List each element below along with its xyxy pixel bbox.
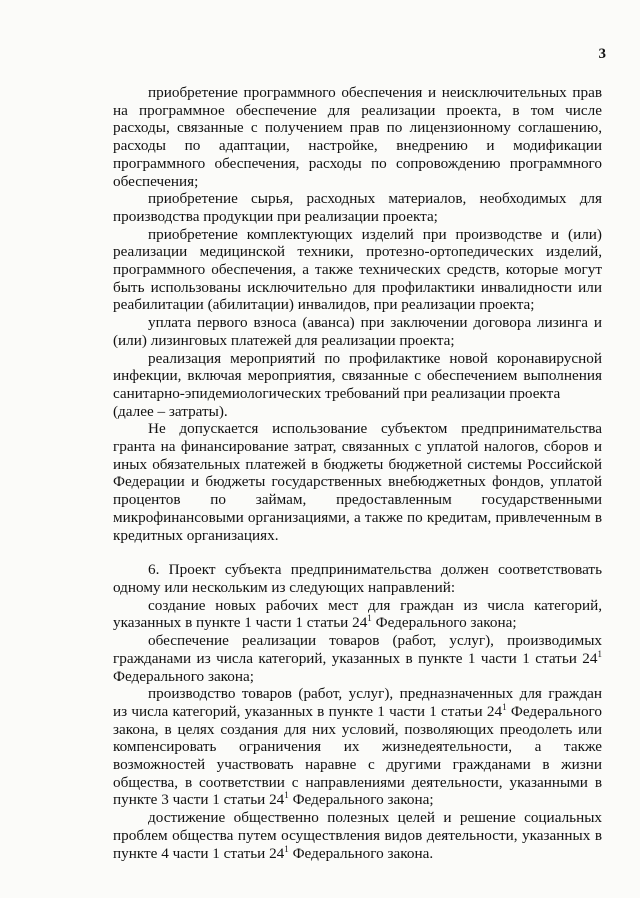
paragraph-costs-definition: (далее – затраты). xyxy=(113,402,228,420)
paragraph-raw-materials: приобретение сырья, расходных материалов, необходимых для производства продукции при реализации проекта; xyxy=(113,190,602,225)
paragraph-social-goals: достижение общественно полезных целей и решение социальных проблем общества путем осуществления видов деятельности, указанных в пункте 4 части 1 статьи $24^1$ Федерального закона. xyxy=(113,809,602,862)
page-number: 3 xyxy=(598,46,606,62)
paragraph-new-jobs: создание новых рабочих мест для граждан из числа категорий, указанных в пункте 1 части 1 статьи $24^1$ Федерального закона; xyxy=(113,596,602,632)
paragraph-section-6: 6. Проект субъекта предпринимательства должен соответствовать одному или нескольким из следующих направлений: xyxy=(113,561,602,596)
paragraph-sales: обеспечение реализации товаров (работ, услуг), производимых гражданами из числа категорий, указанных в пункте 1 части 1 статьи $24^1$ Федерального закона; xyxy=(113,632,602,685)
paragraph-leasing: уплата первого взноса (аванса) при заключении договора лизинга и (или) лизинговых платежей для реализации проекта; xyxy=(113,314,602,349)
paragraph-components: приобретение комплектующих изделий при производстве и (или) реализации медицинской техники, протезно-ортопедических изделий, программного обеспечения, а также технических средств, которые могут быть использованы исключительно для профилактики инвалидности или реабилитации (абилитации) инвалидов, при реализации проекта; xyxy=(113,225,602,314)
paragraph-production: производство товаров (работ, услуг), предназначенных для граждан из числа категорий, указанных в пункте 1 части 1 статьи $24^1$ Федерального закона, в целях создания для них условий, позволяющих преодолеть или компенсировать ограничения их жизнедеятельности, а также возможностей участвовать наравне с другими гражданами в жизни общества, в соответствии с направлениями деятельности, указанными в пункте 3 части 1 статьи $24^1$ Федерального закона; xyxy=(113,685,602,809)
paragraph-software: приобретение программного обеспечения и неисключительных прав на программное обеспечение для реализации проекта, в том числе расходы, связанные с получением прав по лицензионному соглашению, расходы по адаптации, настройке, внедрению и модификации программного обеспечения, расходы по сопровождению программного обеспечения; xyxy=(113,84,602,190)
paragraph-covid: реализация мероприятий по профилактике новой коронавирусной инфекции, включая мероприятия, связанные с обеспечением выполнения санитарно-эпидемиологических требований при реализации проекта xyxy=(113,349,602,402)
document-body xyxy=(113,84,602,862)
paragraph-restrictions: Не допускается использование субъектом предпринимательства гранта на финансирование затрат, связанных с уплатой налогов, сборов и иных обязательных платежей в бюджеты бюджетной системы Российской Федерации и бюджеты государственных внебюджетных фондов, уплатой процентов по займам, предоставленным государственными микрофинансовыми организациями, а также по кредитам, привлеченным в кредитных организациях. xyxy=(113,420,602,544)
